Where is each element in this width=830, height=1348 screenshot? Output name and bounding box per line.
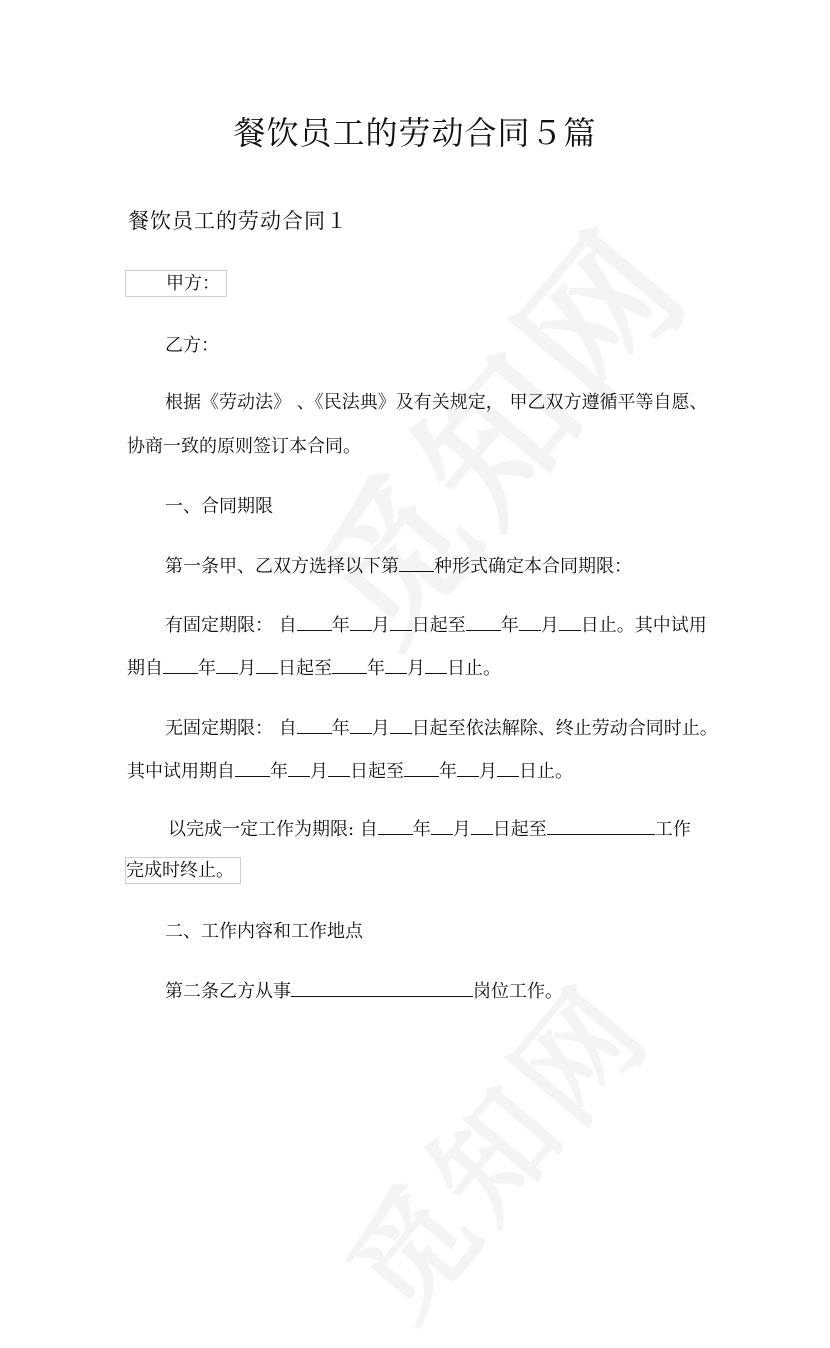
day-end-unit: 日止。 [447,658,501,679]
complete-line-2-text: 完成时终止。 [125,857,241,884]
unfixed-term-tail: 日起至依法解除、终止劳动合同时止。 [411,718,718,739]
month-unit: 月 [452,819,471,840]
article-1-text-b: 种形式确定本合同期限： [434,556,632,577]
blank [497,760,519,777]
month-unit: 月 [479,761,497,782]
complete-term-line-1 [168,815,691,841]
day-from-unit: 日起至 [411,615,466,636]
blank [235,760,270,777]
complete-term-label: 以完成一定工作为期限: 自 [168,819,378,840]
month-unit: 月 [371,615,390,636]
complete-term-tail: 工作 [654,819,691,840]
blank [404,760,439,777]
blank [350,717,372,734]
watermark-bottom [303,944,682,1348]
unfixed-term-line-1 [165,714,718,740]
blank [385,657,407,674]
intro-line-2: 协商一致的原则签订本合同。 [127,436,361,457]
year-unit: 年 [270,761,288,782]
section-2-heading: 二、工作内容和工作地点 [165,921,363,942]
year-unit: 年 [412,819,431,840]
month-unit: 月 [310,761,328,782]
unfixed-term-line-2 [127,757,573,783]
probation-prefix: 其中试用期自 [127,761,235,782]
unfixed-term-label: 无固定期限： 自 [165,718,297,739]
party-b-label: 乙方： [165,335,219,356]
blank [431,818,453,835]
party-a-line [125,269,227,295]
blank [256,657,278,674]
fixed-term-label: 有固定期限： 自 [165,615,297,636]
month-unit: 月 [371,718,390,739]
day-from-unit: 日起至 [350,761,404,782]
contract-subtitle: 餐饮员工的劳动合同１ [128,209,348,233]
day-from-unit: 日起至 [492,819,547,840]
article-2 [165,977,563,1003]
month-unit: 月 [238,658,256,679]
article-1 [165,552,632,578]
day-end-unit: 日止。 [519,761,573,782]
year-unit: 年 [198,658,216,679]
year-unit: 年 [500,615,519,636]
blank [163,657,198,674]
form-choice-blank [399,555,434,572]
probation-prefix: 期自 [127,658,163,679]
position-blank [291,980,473,997]
year-unit: 年 [331,718,350,739]
blank [425,657,447,674]
blank [547,818,655,835]
blank [328,760,350,777]
blank [297,614,332,631]
complete-term-line-2 [125,856,241,882]
blank [288,760,310,777]
article-2-text-a: 第二条乙方从事 [165,981,291,1002]
fixed-term-line-2 [127,654,501,680]
year-unit: 年 [331,615,350,636]
article-1-text-a: 第一条甲、乙双方选择以下第 [165,556,399,577]
article-2-text-b: 岗位工作。 [473,981,563,1002]
blank [332,657,367,674]
month-unit: 月 [540,615,559,636]
blank [390,614,412,631]
blank [297,717,332,734]
day-from-unit: 日起至 [278,658,332,679]
blank [519,614,541,631]
blank [216,657,238,674]
fixed-term-tail: 日止。其中试用 [580,615,707,636]
blank [390,717,412,734]
intro-line-1: 根据《劳动法》 、《民法典》及有关规定， 甲乙双方遵循平等自愿、 [165,392,708,413]
month-unit: 月 [407,658,425,679]
year-unit: 年 [367,658,385,679]
blank [559,614,581,631]
blank [471,818,493,835]
party-a-label: 甲方： [125,270,227,297]
fixed-term-line-1 [165,611,707,637]
document-title: 餐饮员工的劳动合同５篇 [233,114,597,152]
blank [466,614,501,631]
blank [350,614,372,631]
section-1-heading: 一、合同期限 [165,496,273,517]
blank [378,818,413,835]
watermark [257,177,727,679]
year-unit: 年 [439,761,457,782]
blank [457,760,479,777]
